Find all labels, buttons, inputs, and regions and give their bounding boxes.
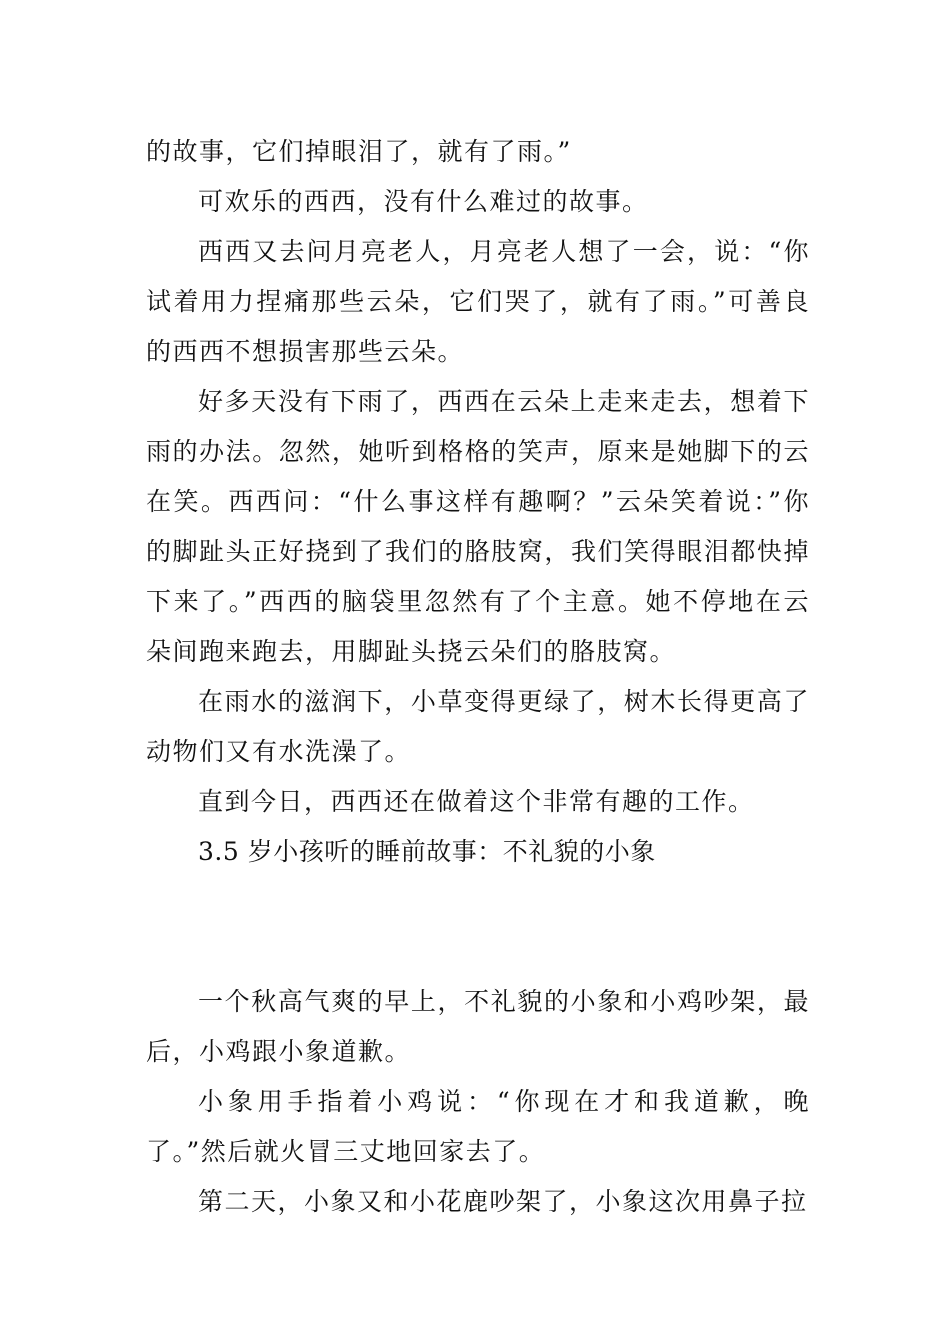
paragraph: 好多天没有下雨了，西西在云朵上走来走去，想着下雨的办法。忽然，她听到格格的笑声，原来是她脚下的云在笑。西西问：“什么事这样有趣啊？”云朵笑着说：”你的脚趾头正好挠到了我们的胳肢窝，我们笑得眼泪都快掉下来了。”西西的脑袋里忽然有了个主意。她不停地在云朵间跑来跑去，用脚趾头挠云朵们的胳肢窝。 — [146, 387, 810, 666]
paragraph: 第二天，小象又和小花鹿吵架了，小象这次用鼻子拉 — [198, 1187, 808, 1216]
paragraph: 小象用手指着小鸡说：“你现在才和我道歉，晚了。”然后就火冒三丈地回家去了。 — [146, 1087, 810, 1166]
story-heading: 3.5 岁小孩听的睡前故事：不礼貌的小象 — [198, 837, 656, 866]
paragraph-continuation: 的故事，它们掉眼泪了，就有了雨。” — [146, 137, 572, 166]
document-body — [146, 127, 810, 1227]
section-spacer — [146, 877, 810, 977]
paragraph: 在雨水的滋润下，小草变得更绿了，树木长得更高了动物们又有水洗澡了。 — [146, 687, 810, 766]
paragraph: 可欢乐的西西，没有什么难过的故事。 — [198, 187, 649, 216]
paragraph: 直到今日，西西还在做着这个非常有趣的工作。 — [198, 787, 755, 816]
paragraph: 一个秋高气爽的早上，不礼貌的小象和小鸡吵架，最后，小鸡跟小象道歉。 — [146, 987, 810, 1066]
paragraph: 西西又去问月亮老人，月亮老人想了一会，说：“你试着用力捏痛那些云朵，它们哭了，就有了雨。”可善良的西西不想损害那些云朵。 — [146, 237, 810, 366]
